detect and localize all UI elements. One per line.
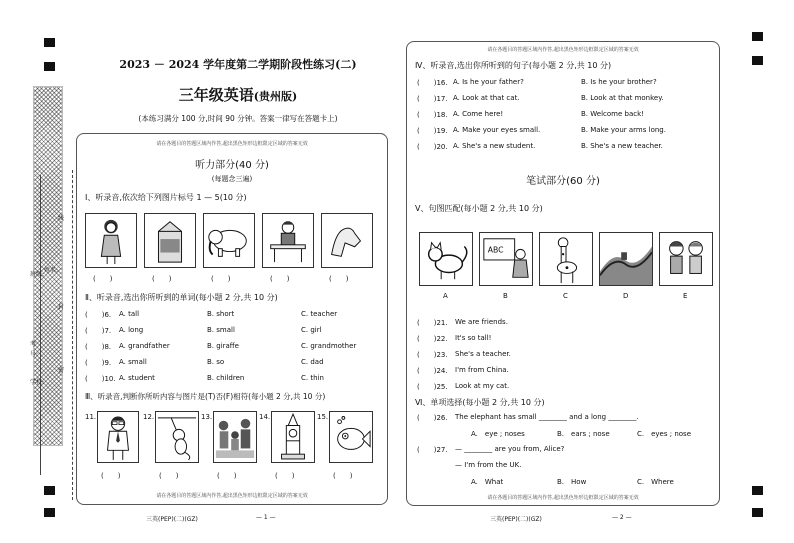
- option-c: C. thin: [301, 374, 324, 382]
- left-answer-panel: [76, 133, 388, 505]
- answer-paren-12[interactable]: ( ): [159, 472, 179, 480]
- sentence-text: We are friends.: [455, 318, 508, 326]
- section-6-title: Ⅵ、单项选择(每小题 2 分,共 10 分): [415, 398, 545, 407]
- registration-mark: [44, 38, 55, 47]
- answer-paren-15[interactable]: ( ): [333, 472, 353, 480]
- picture-fish: [329, 411, 373, 463]
- option-a: A. She's a new student.: [453, 142, 536, 150]
- section-4-title: Ⅳ、听录音,选出你所听到的句子(每小题 2 分,共 10 分): [415, 61, 612, 70]
- option-b: B. Make your arms long.: [581, 126, 666, 134]
- option-c: C. eyes ; nose: [637, 430, 691, 438]
- option-b: B. small: [207, 326, 235, 334]
- answer-paren-14[interactable]: ( ): [275, 472, 295, 480]
- question-number[interactable]: ( )6.: [85, 311, 112, 319]
- answer-paren-3[interactable]: ( ): [211, 275, 231, 283]
- question-number[interactable]: ( )20.: [417, 143, 448, 151]
- question-number[interactable]: ( )10.: [85, 375, 116, 383]
- exam-subject: [96, 84, 380, 105]
- answer-paren-2[interactable]: ( ): [152, 275, 172, 283]
- question-number[interactable]: ( )25.: [417, 383, 448, 391]
- sentence-text: It's so tall!: [455, 334, 492, 342]
- binding-line: [40, 175, 41, 475]
- section-2-title: Ⅱ、听录音,选出你所听到的单词(每小题 2 分,共 10 分): [85, 293, 278, 302]
- written-title: 笔试部分(60 分): [526, 176, 600, 187]
- option-a: A. Come here!: [453, 110, 504, 118]
- option-a: A. grandfather: [119, 342, 170, 350]
- section-3-title: Ⅲ、听录音,判断你所听内容与图片是(T)否(F)相符(每小题 2 分,共 10 分): [85, 392, 326, 401]
- option-b: B. Welcome back!: [581, 110, 644, 118]
- option-b: B. children: [207, 374, 245, 382]
- option-b: B. Is he your brother?: [581, 78, 657, 86]
- picture-big-ben: [271, 411, 315, 463]
- answer-paren-1[interactable]: ( ): [93, 275, 113, 283]
- registration-mark: [44, 486, 55, 495]
- binding-school-label: 学校:: [30, 379, 45, 386]
- exam-subject-edition: (贵州版): [253, 90, 298, 103]
- picture-number: 13.: [201, 413, 213, 421]
- question-number[interactable]: ( )27.: [417, 446, 448, 454]
- question-number[interactable]: ( )8.: [85, 343, 112, 351]
- option-a: A. student: [119, 374, 155, 382]
- picture-monkey: [155, 411, 199, 463]
- option-a: A. long: [119, 326, 144, 334]
- binding-hatch-strip: [33, 86, 63, 446]
- registration-mark: [752, 486, 763, 495]
- exam-subject-main: 三年级英语: [178, 86, 254, 104]
- question-number[interactable]: ( )9.: [85, 359, 112, 367]
- question-number[interactable]: ( )22.: [417, 335, 448, 343]
- question-number[interactable]: ( )24.: [417, 367, 448, 375]
- option-b: B. Look at that monkey.: [581, 94, 664, 102]
- picture-family: [213, 411, 257, 463]
- binding-mi-label: 密: [58, 367, 65, 374]
- binding-hao-label: 号:: [30, 351, 39, 358]
- binding-xian-label: 线: [58, 215, 65, 222]
- sentence-text: She's a teacher.: [455, 350, 511, 358]
- question-number[interactable]: ( )16.: [417, 79, 448, 87]
- question-number[interactable]: ( )21.: [417, 319, 448, 327]
- option-c: C. teacher: [301, 310, 338, 318]
- binding-feng-label: 封: [58, 304, 65, 311]
- registration-mark: [44, 508, 55, 517]
- registration-mark: [752, 32, 763, 41]
- option-a: A. eye ; noses: [471, 430, 525, 438]
- picture-teacher-at-board: [479, 232, 533, 286]
- picture-number: 14.: [259, 413, 271, 421]
- picture-letter: E: [683, 292, 688, 300]
- picture-letter: B: [503, 292, 508, 300]
- sentence-text: I'm from China.: [455, 366, 509, 374]
- question-text: The elephant has small ________ and a long ________.: [455, 413, 639, 421]
- option-b: B. short: [207, 310, 235, 318]
- option-c: C. Where: [637, 478, 674, 486]
- question-number[interactable]: ( )7.: [85, 327, 112, 335]
- left-footer-code: 三英(PEP)(二)(GZ): [146, 516, 198, 523]
- right-footer-page: — 2 —: [612, 514, 632, 521]
- left-footer-page: — 1 —: [256, 514, 276, 521]
- question-number[interactable]: ( )23.: [417, 351, 448, 359]
- option-a: A. Make your eyes small.: [453, 126, 541, 134]
- option-b: B. How: [557, 478, 587, 486]
- picture-arm: [321, 213, 373, 268]
- question-number[interactable]: ( )17.: [417, 95, 448, 103]
- registration-mark: [44, 62, 55, 71]
- option-a: A. Look at that cat.: [453, 94, 520, 102]
- option-c: C. dad: [301, 358, 324, 366]
- picture-letter: C: [563, 292, 568, 300]
- option-a: A. What: [471, 478, 504, 486]
- answer-paren-4[interactable]: ( ): [270, 275, 290, 283]
- binding-kao-label: 考: [30, 341, 37, 348]
- panel-notice-top: 请在各题目的答题区域内作答,超出黑色矩形边框限定区域的答案无效: [487, 47, 639, 53]
- reply-text: — I'm from the UK.: [455, 461, 522, 469]
- option-b: B. She's a new teacher.: [581, 142, 663, 150]
- picture-letter: D: [623, 292, 629, 300]
- picture-number: 12.: [143, 413, 155, 421]
- binding-class-label: 班级:: [30, 271, 45, 278]
- answer-paren-13[interactable]: ( ): [217, 472, 237, 480]
- question-number[interactable]: ( )18.: [417, 111, 448, 119]
- question-number[interactable]: ( )19.: [417, 127, 448, 135]
- picture-cat: [419, 232, 473, 286]
- answer-paren-5[interactable]: ( ): [329, 275, 349, 283]
- panel-notice-bottom: 请在各题目的答题区域内作答,超出黑色矩形边框限定区域的答案无效: [487, 495, 639, 501]
- option-b: B. giraffe: [207, 342, 239, 350]
- sentence-text: Look at my cat.: [455, 382, 510, 390]
- exam-title: 2023 － 2024 学年度第二学期阶段性练习(二): [119, 58, 357, 71]
- panel-notice-top: 请在各题目的答题区域内作答,超出黑色矩形边框限定区域的答案无效: [156, 141, 308, 147]
- option-a: A. Is he your father?: [453, 78, 524, 86]
- section-5-title: Ⅴ、句图匹配(每小题 2 分,共 10 分): [415, 204, 543, 213]
- option-b: B. so: [207, 358, 225, 366]
- option-a: A. tall: [119, 310, 140, 318]
- picture-giraffe: [539, 232, 593, 286]
- registration-mark: [752, 508, 763, 517]
- binding-line: [72, 170, 73, 500]
- picture-great-wall: [599, 232, 653, 286]
- picture-two-kids: [659, 232, 713, 286]
- svg-text:ABC: ABC: [487, 245, 504, 255]
- picture-milk-carton: [144, 213, 196, 268]
- right-answer-panel: [406, 41, 720, 506]
- option-c: C. girl: [301, 326, 322, 334]
- picture-elephant: [203, 213, 255, 268]
- option-c: C. grandmother: [301, 342, 357, 350]
- listening-title: 听力部分(40 分): [195, 160, 269, 171]
- registration-mark: [752, 56, 763, 65]
- option-b: B. ears ; nose: [557, 430, 610, 438]
- picture-number: 11.: [85, 413, 97, 421]
- option-a: A. small: [119, 358, 147, 366]
- exam-instructions: (本练习满分 100 分,时间 90 分钟。答案一律写在答题卡上): [138, 114, 338, 123]
- listening-note: (每题念三遍): [211, 175, 253, 183]
- picture-woman: [85, 213, 137, 268]
- picture-letter: A: [443, 292, 448, 300]
- picture-man-with-glasses: [97, 411, 139, 463]
- panel-notice-bottom: 请在各题目的答题区域内作答,超出黑色矩形边框限定区域的答案无效: [156, 493, 308, 499]
- question-text: — ________ are you from, Alice?: [455, 445, 565, 453]
- question-number[interactable]: ( )26.: [417, 414, 448, 422]
- picture-student-at-desk: [262, 213, 314, 268]
- right-footer-code: 三英(PEP)(二)(GZ): [490, 516, 542, 523]
- picture-number: 15.: [317, 413, 329, 421]
- section-1-title: Ⅰ、听录音,依次给下列图片标号 1 — 5(10 分): [85, 193, 247, 202]
- answer-paren-11[interactable]: ( ): [101, 472, 121, 480]
- binding-name-label: 姓名:: [44, 267, 59, 274]
